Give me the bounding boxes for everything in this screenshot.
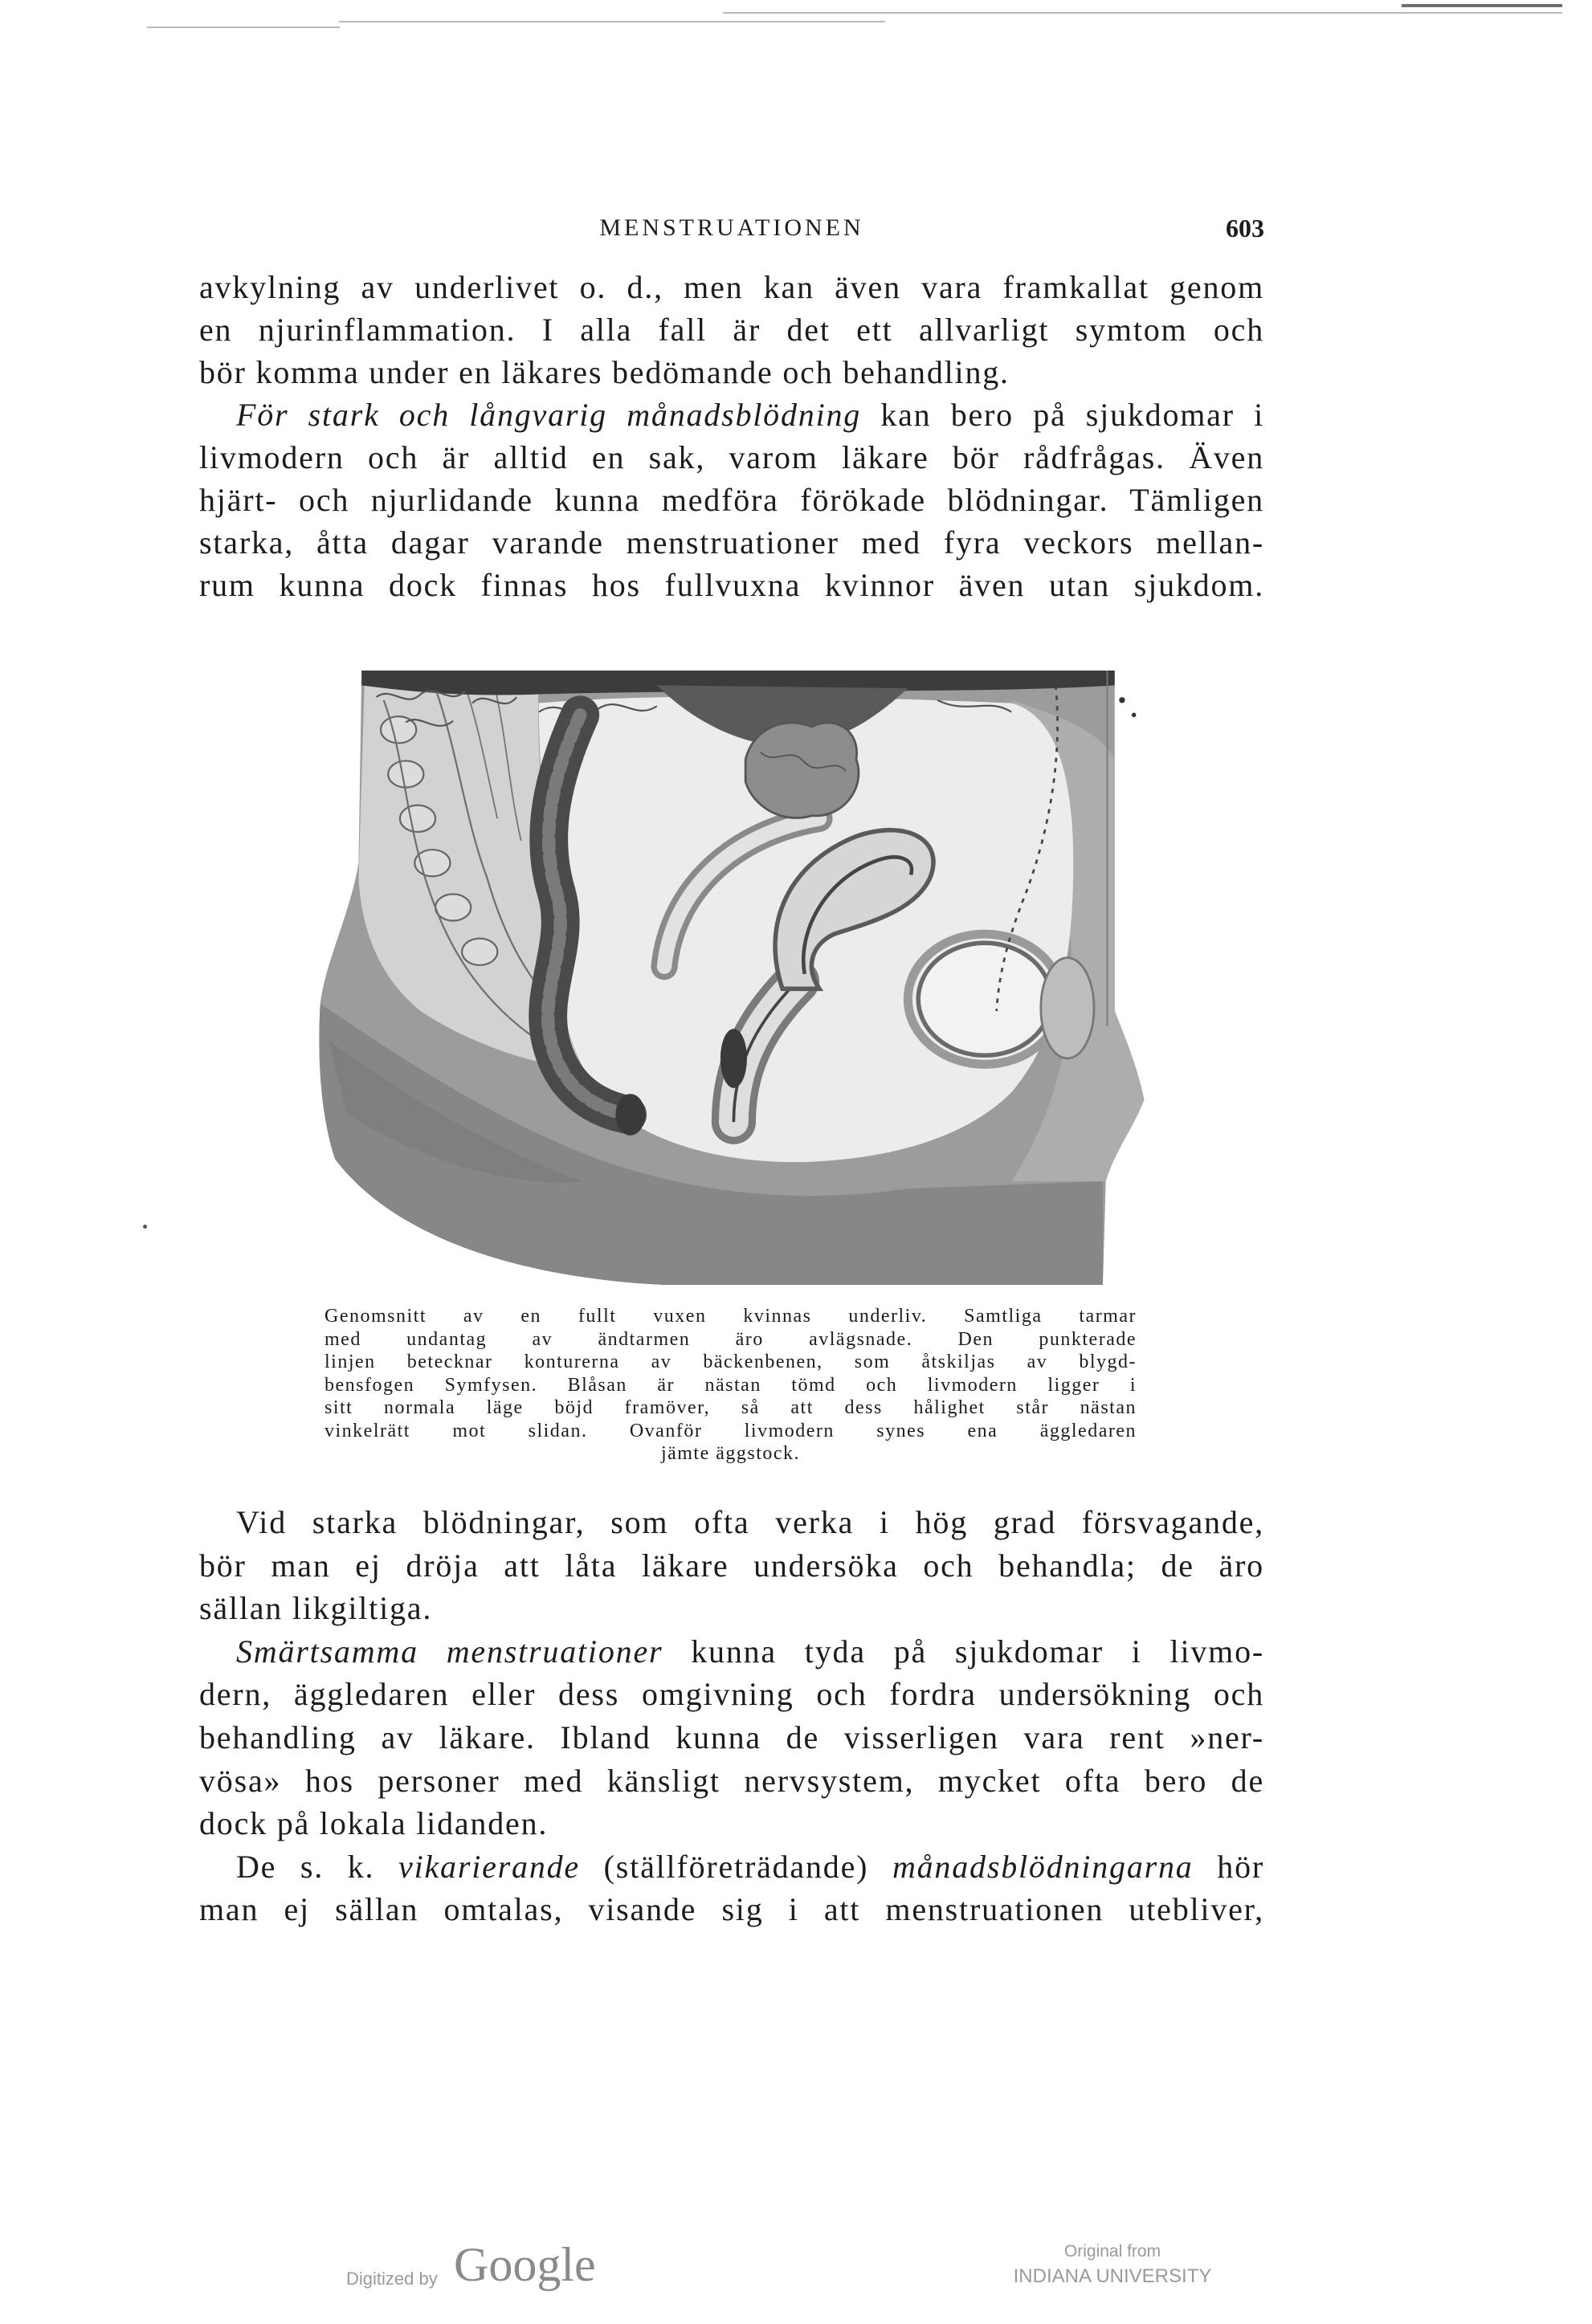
text-segment: hör <box>1217 1848 1264 1885</box>
body-line: starka, åtta dagar varande menstruationer med fyra veckors mellan- <box>199 524 1264 561</box>
text-block-top <box>199 266 1264 606</box>
scan-edge-line <box>339 21 885 22</box>
figure-caption <box>325 1305 1137 1466</box>
page-number: 603 <box>1226 214 1264 243</box>
paragraph-strong-bleeding <box>199 1501 1264 1630</box>
caption-line: vinkelrätt mot slidan. Ovanför livmodern synes ena äggledaren <box>325 1420 1137 1441</box>
body-line: bör man ej dröja att låta läkare undersöka och behandla; de äro <box>199 1547 1264 1584</box>
body-line: man ej sällan omtalas, visande sig i att menstruationen utebliver, <box>199 1891 1264 1928</box>
scan-edge-line <box>723 12 1562 14</box>
paragraph-painful-menstruation <box>199 1630 1264 1845</box>
anatomical-illustration <box>317 671 1149 1285</box>
text-segment: kan bero på sjukdomar i <box>880 397 1264 433</box>
body-line: hjärt- och njurlidande kunna medföra förökade blödningar. Tämligen <box>199 482 1264 518</box>
caption-line: Genomsnitt av en fullt vuxen kvinnas underliv. Samtliga tarmar <box>325 1306 1137 1327</box>
body-line: behandling av läkare. Ibland kunna de visserligen vara rent »ner- <box>199 1719 1264 1755</box>
body-line <box>199 1845 1264 1889</box>
italic-phrase: För stark och långvarig månadsblödning <box>236 397 862 433</box>
caption-line: sitt normala läge böjd framöver, så att dess hålighet står nästan <box>325 1397 1137 1418</box>
paragraph-heavy-bleeding <box>199 393 1264 606</box>
paragraph-continued <box>199 266 1264 393</box>
running-header <box>199 210 1264 246</box>
body-line: dern, äggledaren eller dess omgivning och fordra undersökning och <box>199 1676 1264 1713</box>
body-line <box>199 1630 1264 1674</box>
body-line: dock på lokala lidanden. <box>199 1805 549 1842</box>
caption-line: med undantag av ändtarmen äro avlägsnade. Den punkterade <box>325 1328 1137 1350</box>
body-line: livmodern och är alltid en sak, varom läkare bör rådfrågas. Även <box>199 439 1264 475</box>
scan-edge-line <box>147 27 340 28</box>
paragraph-vicarious-bleeding <box>199 1845 1264 1931</box>
body-line: vösa» hos personer med känsligt nervsystem, mycket ofta bero de <box>199 1762 1264 1799</box>
body-line: sällan likgiltiga. <box>199 1590 433 1627</box>
body-line: bör komma under en läkares bedömande och behandling. <box>199 354 1010 390</box>
caption-line: linjen betecknar konturerna av bäckenbenen, som åtskiljas av blygd- <box>325 1352 1137 1372</box>
body-line: Vid starka blödningar, som ofta verka i hög grad försvagande, <box>236 1504 1264 1540</box>
body-line: rum kunna dock finnas hos fullvuxna kvinnor även utan sjukdom. <box>199 567 1264 603</box>
scan-edge-line <box>1402 4 1562 7</box>
body-line: en njurinflammation. I alla fall är det ett allvarligt symtom och <box>199 312 1264 348</box>
caption-line: jämte äggstock. <box>660 1443 801 1464</box>
running-title: MENSTRUATIONEN <box>599 214 864 241</box>
caption-line: bensfogen Symfysen. Blåsan är nästan tömd och livmodern ligger i <box>325 1374 1137 1396</box>
text-segment: kunna tyda på sjukdomar i livmo- <box>691 1633 1264 1670</box>
figure <box>317 671 1149 1285</box>
scan-speck <box>143 1225 147 1229</box>
italic-phrase: Smärtsamma menstruationer <box>236 1633 663 1670</box>
italic-phrase: månadsblödningarna <box>892 1848 1194 1885</box>
body-line: avkylning av underlivet o. d., men kan även vara framkallat genom <box>199 269 1264 305</box>
text-segment: De s. k. <box>236 1848 375 1885</box>
google-logo: Google <box>454 2238 596 2291</box>
institution-name: INDIANA UNIVERSITY <box>1013 2265 1212 2287</box>
text-segment: (ställföreträdande) <box>603 1848 869 1885</box>
digitized-by-label: Digitized by <box>346 2269 438 2289</box>
body-line <box>199 393 1264 436</box>
original-from-label: Original from <box>1063 2242 1161 2261</box>
text-block-bottom <box>199 1501 1264 1931</box>
italic-phrase: vikarierande <box>398 1848 580 1885</box>
